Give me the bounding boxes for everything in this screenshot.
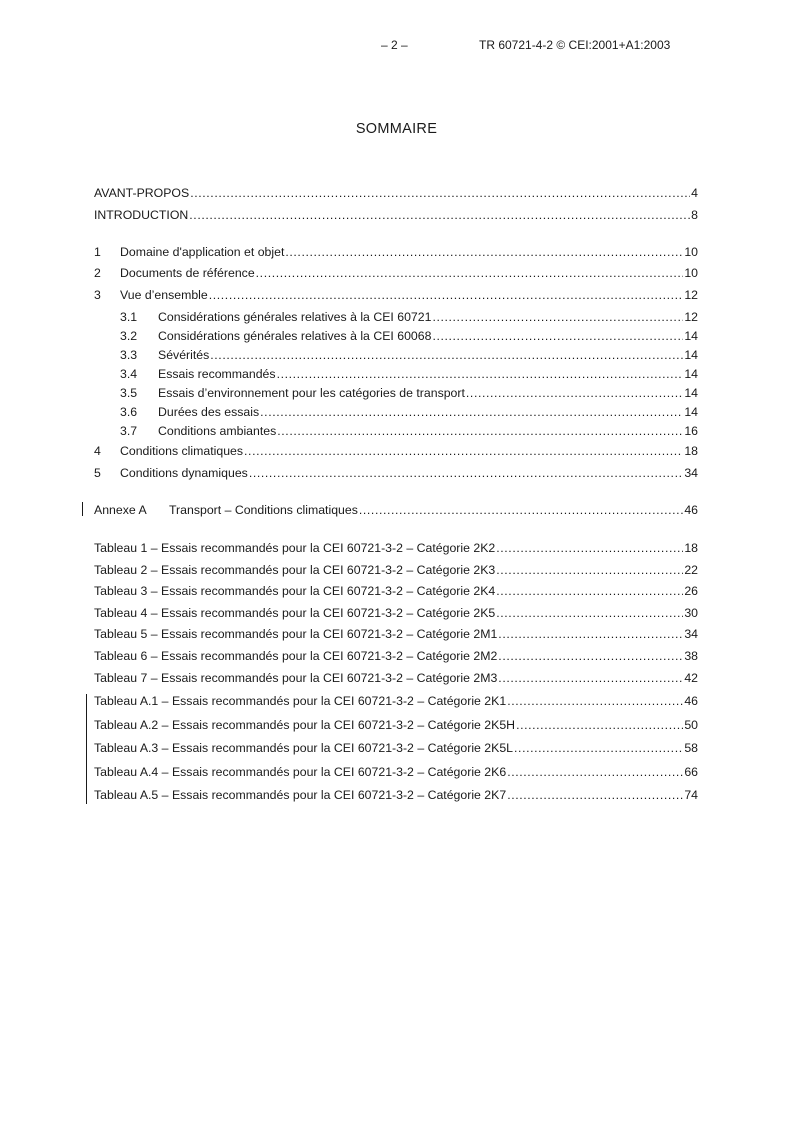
toc-entry-section[interactable] [94,444,698,460]
toc-entry-subsection[interactable] [120,329,698,345]
section-number: 3.6 [120,405,138,419]
leader-dots [496,584,683,598]
toc-page: 14 [684,405,698,419]
toc-entry-annex[interactable] [94,503,698,519]
section-number: 3.1 [120,310,138,324]
leader-dots [210,348,683,362]
toc-page: 10 [684,245,698,259]
leader-dots [190,186,690,200]
toc-label: Transport – Conditions climatiques [169,503,358,517]
toc-page: 18 [684,541,698,555]
toc-label: Conditions ambiantes [158,424,277,438]
toc-label: Essais d’environnement pour les catégories de transport [158,386,465,400]
toc-entry-table[interactable] [94,765,698,781]
toc-entry-section[interactable] [94,288,698,304]
leader-dots [496,563,683,577]
toc-page: 38 [684,649,698,663]
toc-entry-subsection[interactable] [120,348,698,364]
leader-dots [260,405,683,419]
toc-label: Tableau 6 – Essais recommandés pour la CEI 60721-3-2 – Catégorie 2M2 [94,649,498,663]
toc-label: Tableau 7 – Essais recommandés pour la CEI 60721-3-2 – Catégorie 2M3 [94,671,498,685]
toc-page: 42 [684,671,698,685]
toc-page: 14 [684,386,698,400]
leader-dots [359,503,683,517]
toc-page: 46 [684,694,698,708]
leader-dots [209,288,684,302]
leader-dots [507,788,683,802]
annex-number: Annexe A [94,503,147,517]
document-reference: TR 60721-4-2 © CEI:2001+A1:2003 [479,38,671,52]
leader-dots [516,718,683,732]
toc-page: 18 [684,444,698,458]
toc-entry-table[interactable] [94,671,698,687]
toc-page: 26 [684,584,698,598]
toc-label: Sévérités [158,348,210,362]
toc-page: 22 [684,563,698,577]
toc-label: Tableau A.3 – Essais recommandés pour la CEI 60721-3-2 – Catégorie 2K5L [94,741,514,755]
toc-label: AVANT-PROPOS [94,186,190,200]
toc-entry-table[interactable] [94,584,698,600]
toc-page: 30 [684,606,698,620]
toc-label: Documents de référence [120,266,255,280]
toc-label: INTRODUCTION [94,208,189,222]
toc-label: Tableau A.5 – Essais recommandés pour la CEI 60721-3-2 – Catégorie 2K7 [94,788,507,802]
leader-dots [285,245,683,259]
leader-dots [256,266,684,280]
toc-entry-table[interactable] [94,649,698,665]
toc-page: 46 [684,503,698,517]
leader-dots [498,671,683,685]
toc-page: 50 [684,718,698,732]
leader-dots [189,208,690,222]
toc-label: Vue d’ensemble [120,288,208,302]
toc-label: Conditions dynamiques [120,466,248,480]
leader-dots [277,367,684,381]
leader-dots [507,694,683,708]
section-number: 3.5 [120,386,138,400]
leader-dots [249,466,683,480]
toc-page: 12 [684,288,698,302]
toc-page: 34 [684,627,698,641]
leader-dots [507,765,683,779]
section-number: 5 [94,466,101,480]
toc-page: 16 [684,424,698,438]
toc-page: 8 [691,208,698,222]
toc-label: Conditions climatiques [120,444,244,458]
leader-dots [498,627,683,641]
page-header [0,38,793,54]
toc-entry-table[interactable] [94,606,698,622]
revision-change-bar [82,502,83,516]
leader-dots [496,606,683,620]
toc-label: Essais recommandés [158,367,276,381]
toc-entry-table[interactable] [94,718,698,734]
toc-page: 66 [684,765,698,779]
toc-page: 14 [684,367,698,381]
toc-label: Tableau 2 – Essais recommandés pour la CEI 60721-3-2 – Catégorie 2K3 [94,563,496,577]
toc-entry-section[interactable] [94,245,698,261]
section-number: 3.3 [120,348,138,362]
toc-entry-subsection[interactable] [120,310,698,326]
section-number: 1 [94,245,101,259]
toc-label: Domaine d'application et objet [120,245,285,259]
section-number: 2 [94,266,101,280]
section-number: 3.7 [120,424,138,438]
leader-dots [432,310,683,324]
toc-label: Tableau 5 – Essais recommandés pour la CEI 60721-3-2 – Catégorie 2M1 [94,627,498,641]
leader-dots [466,386,683,400]
toc-entry-subsection[interactable] [120,367,698,383]
leader-dots [496,541,683,555]
toc-label: Tableau A.1 – Essais recommandés pour la CEI 60721-3-2 – Catégorie 2K1 [94,694,507,708]
section-number: 3 [94,288,101,302]
toc-page: 58 [684,741,698,755]
toc-entry-subsection[interactable] [120,405,698,421]
toc-entry-front[interactable] [94,208,698,224]
page-number: – 2 – [381,38,408,52]
toc-entry-table[interactable] [94,741,698,757]
toc-page: 12 [684,310,698,324]
toc-entry-table[interactable] [94,694,698,710]
toc-entry-table[interactable] [94,563,698,579]
toc-entry-front[interactable] [94,186,698,202]
leader-dots [498,649,683,663]
section-number: 3.2 [120,329,138,343]
toc-label: Tableau A.4 – Essais recommandés pour la CEI 60721-3-2 – Catégorie 2K6 [94,765,507,779]
page-title: SOMMAIRE [355,121,438,137]
section-number: 3.4 [120,367,138,381]
toc-entry-subsection[interactable] [120,424,698,440]
leader-dots [432,329,683,343]
toc-label: Durées des essais [158,405,260,419]
toc-page: 14 [684,348,698,362]
toc-entry-table[interactable] [94,788,698,804]
toc-page: 4 [691,186,698,200]
section-number: 4 [94,444,101,458]
revision-change-bar [86,694,87,804]
toc-entry-table[interactable] [94,627,698,643]
toc-label: Considérations générales relatives à la CEI 60068 [158,329,432,343]
leader-dots [514,741,683,755]
toc-page: 14 [684,329,698,343]
toc-page: 74 [684,788,698,802]
leader-dots [277,424,683,438]
toc-label: Tableau 4 – Essais recommandés pour la CEI 60721-3-2 – Catégorie 2K5 [94,606,496,620]
toc-entry-subsection[interactable] [120,386,698,402]
toc-page: 34 [684,466,698,480]
toc-entry-table[interactable] [94,541,698,557]
toc-label: Considérations générales relatives à la CEI 60721 [158,310,432,324]
toc-label: Tableau A.2 – Essais recommandés pour la CEI 60721-3-2 – Catégorie 2K5H [94,718,516,732]
toc-entry-section[interactable] [94,466,698,482]
toc-page: 10 [684,266,698,280]
toc-label: Tableau 1 – Essais recommandés pour la CEI 60721-3-2 – Catégorie 2K2 [94,541,496,555]
toc-label: Tableau 3 – Essais recommandés pour la CEI 60721-3-2 – Catégorie 2K4 [94,584,496,598]
leader-dots [244,444,683,458]
toc-entry-section[interactable] [94,266,698,282]
